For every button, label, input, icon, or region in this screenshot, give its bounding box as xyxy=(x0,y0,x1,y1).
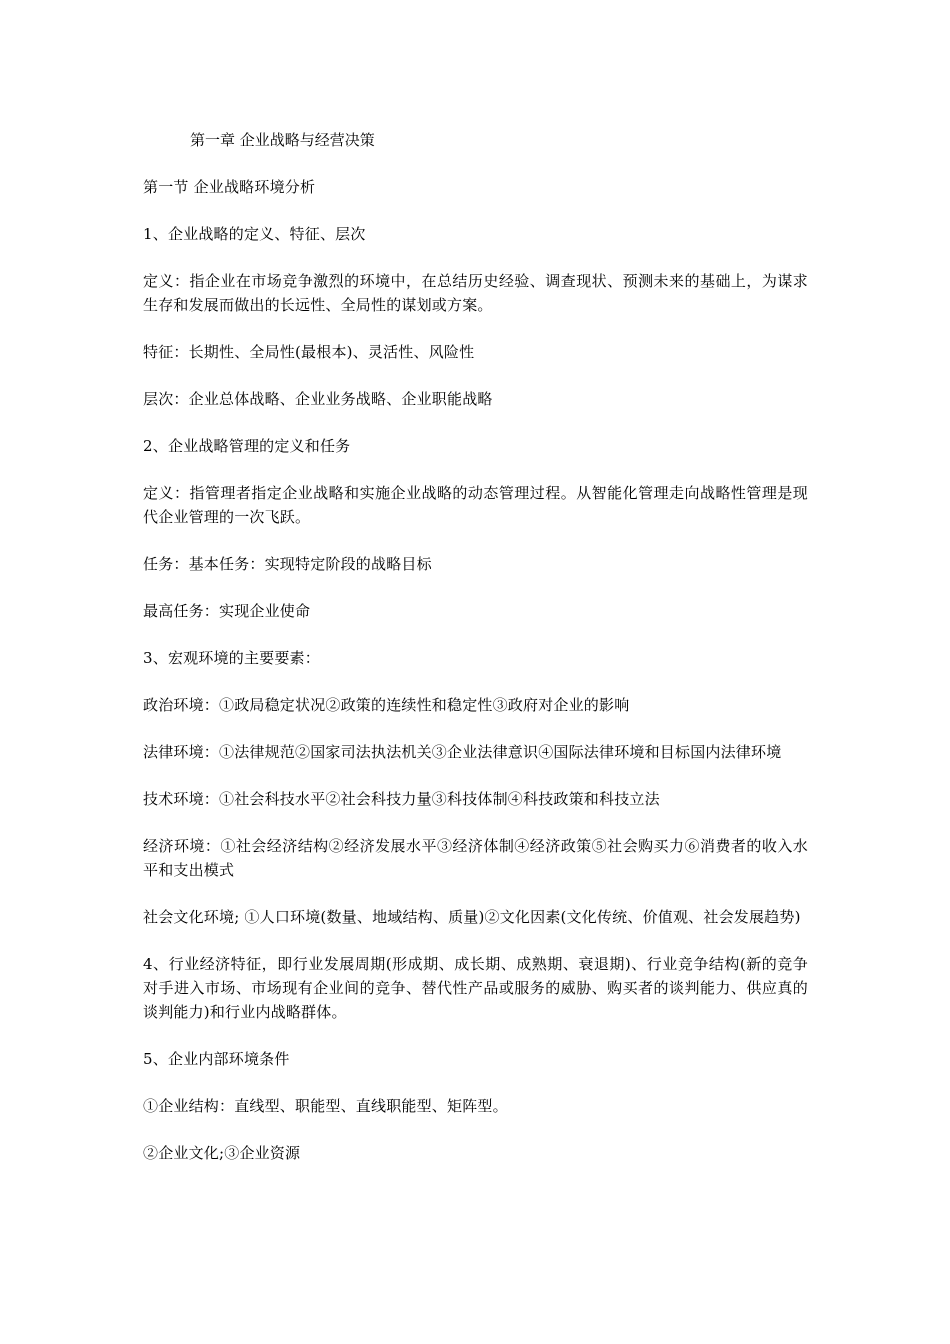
topic-heading-5: 5、企业内部环境条件 xyxy=(143,1050,290,1068)
paragraph-enterprise-structure: ①企业结构：直线型、职能型、直线职能型、矩阵型。 xyxy=(143,1097,508,1115)
paragraph-management-definition: 定义：指管理者指定企业战略和实施企业战略的动态管理过程。从智能化管理走向战略性管理是现代企业管理的一次飞跃。 xyxy=(143,484,808,526)
section-heading: 第一节 企业战略环境分析 xyxy=(143,178,316,196)
paragraph-strategy-definition: 定义：指企业在市场竞争激烈的环境中，在总结历史经验、调查现状、预测未来的基础上，为谋求生存和发展而做出的长远性、全局性的谋划或方案。 xyxy=(143,272,808,314)
topic-heading-2: 2、企业战略管理的定义和任务 xyxy=(143,437,351,455)
paragraph-legal-environment: 法律环境：①法律规范②国家司法执法机关③企业法律意识④国际法律环境和目标国内法律环境 xyxy=(143,743,782,761)
document-body xyxy=(143,128,808,1188)
topic-heading-3: 3、宏观环境的主要要素： xyxy=(143,649,320,667)
paragraph-technology-environment: 技术环境：①社会科技水平②社会科技力量③科技体制④科技政策和科技立法 xyxy=(143,790,660,808)
paragraph-strategy-features: 特征：长期性、全局性(最根本)、灵活性、风险性 xyxy=(143,343,475,361)
paragraph-political-environment: 政治环境：①政局稳定状况②政策的连续性和稳定性③政府对企业的影响 xyxy=(143,696,630,714)
paragraph-highest-task: 最高任务：实现企业使命 xyxy=(143,602,311,620)
topic-heading-1: 1、企业战略的定义、特征、层次 xyxy=(143,225,366,243)
paragraph-management-tasks: 任务：基本任务：实现特定阶段的战略目标 xyxy=(143,555,432,573)
paragraph-economic-environment: 经济环境：①社会经济结构②经济发展水平③经济体制④经济政策⑤社会购买力⑥消费者的收入水平和支出模式 xyxy=(143,837,808,879)
paragraph-enterprise-culture-resources: ②企业文化;③企业资源 xyxy=(143,1144,301,1162)
paragraph-industry-features: 4、行业经济特征，即行业发展周期(形成期、成长期、成熟期、衰退期)、行业竞争结构(新的竞争对手进入市场、市场现有企业间的竞争、替代性产品或服务的威胁、购买者的谈判能力、供应真的谈判能力)和行业内战略群体。 xyxy=(143,955,808,1021)
chapter-title: 第一章 企业战略与经营决策 xyxy=(190,131,375,149)
paragraph-social-culture-environment: 社会文化环境; ①人口环境(数量、地域结构、质量)②文化因素(文化传统、价值观、社会发展趋势) xyxy=(143,908,801,926)
paragraph-strategy-levels: 层次：企业总体战略、企业业务战略、企业职能战略 xyxy=(143,390,493,408)
